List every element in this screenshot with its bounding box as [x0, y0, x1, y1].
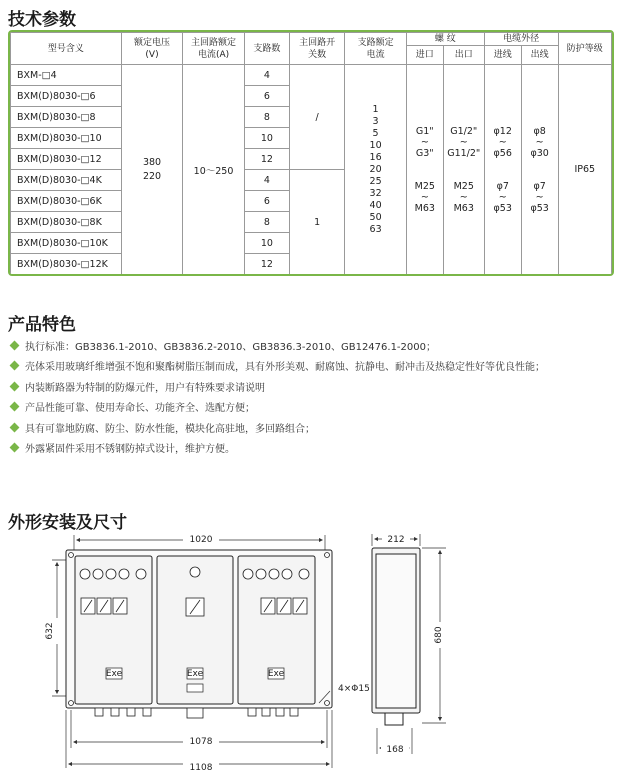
row-model: BXM-□4: [11, 65, 122, 86]
exe-label-center: Exe: [186, 669, 204, 679]
cable-in-cell: φ12 ~ φ56 φ7 ~ φ53: [484, 65, 521, 275]
header-protection: 防护等级: [558, 33, 611, 65]
dim-hole-label: 4×Φ15: [338, 684, 370, 694]
dim-inner-width-label: 1078: [189, 737, 213, 747]
row-model: BXM(D)8030-□12: [11, 149, 122, 170]
row-branches: 4: [244, 170, 289, 191]
dim-side-height-label: 680: [434, 626, 444, 644]
breaker-handle-center: [186, 598, 204, 616]
row-branches: 4: [244, 65, 289, 86]
feature-item: [8, 438, 618, 459]
enclosure-side: [372, 548, 420, 725]
main-switch-bottom-cell: 1: [289, 170, 344, 275]
feature-item: [8, 417, 618, 438]
nameplate: [187, 684, 203, 692]
header-thread-out: 出口: [443, 46, 484, 65]
diamond-bullet-icon: [10, 402, 20, 412]
row-branches: 8: [244, 107, 289, 128]
row-model: BXM(D)8030-□8: [11, 107, 122, 128]
section-title-features: 产品特色: [8, 315, 76, 335]
feature-text: 内装断路器为特制的防爆元件，用户有特殊要求请说明: [25, 382, 265, 394]
row-model: BXM(D)8030-□10K: [11, 233, 122, 254]
header-cable-in: 进线: [484, 46, 521, 65]
section-title-install: 外形安装及尺寸: [8, 513, 127, 533]
row-branches: 8: [244, 212, 289, 233]
diamond-bullet-icon: [10, 381, 20, 391]
header-voltage: 额定电压 (V): [121, 33, 183, 65]
header-branches: 支路数: [244, 33, 289, 65]
header-main-current: 主回路额定 电流(A): [183, 33, 245, 65]
row-model: BXM(D)8030-□10: [11, 128, 122, 149]
cable-out-cell: φ8 ~ φ30 φ7 ~ φ53: [521, 65, 558, 275]
header-thread: 螺 纹: [406, 33, 484, 46]
dim-side-bottom-label: 168: [386, 745, 404, 755]
branch-current-cell: 1 3 5 10 16 20 25 32 40 50 63: [345, 65, 407, 275]
installation-drawing: [0, 528, 627, 781]
header-branch-current: 支路额定 电流: [345, 33, 407, 65]
section-title-params: 技术参数: [8, 10, 76, 30]
breaker-handle-right: [261, 598, 307, 614]
row-branches: 6: [244, 86, 289, 107]
row-branches: 10: [244, 233, 289, 254]
row-model: BXM(D)8030-□6: [11, 86, 122, 107]
cable-glands-bottom: [95, 708, 298, 718]
thread-out-cell: G1/2" ~ G11/2" M25 ~ M63: [443, 65, 484, 275]
dim-top-width-label: 1020: [189, 535, 213, 545]
main-current-cell: 10～250: [183, 65, 245, 275]
row-branches: 12: [244, 254, 289, 275]
feature-text: 产品性能可靠、使用寿命长、功能齐全、选配方便；: [25, 403, 255, 415]
dim-left-height-label: 632: [45, 622, 55, 640]
feature-text: 外露紧固件采用不锈钢防掉式设计，维护方便。: [25, 444, 235, 456]
voltage-cell: 380 220: [121, 65, 183, 275]
header-cable: 电缆外径: [484, 33, 558, 46]
feature-item: [8, 376, 618, 397]
row-branches: 10: [244, 128, 289, 149]
row-model: BXM(D)8030-□4K: [11, 170, 122, 191]
main-switch-top-cell: /: [289, 65, 344, 170]
feature-text: 壳体采用玻璃纤维增强不饱和聚酯树脂压制而成，具有外形美观、耐腐蚀、抗静电、耐冲击及热稳定性好等优良性能；: [25, 362, 545, 374]
row-model: BXM(D)8030-□8K: [11, 212, 122, 233]
row-model: BXM(D)8030-□12K: [11, 254, 122, 275]
header-cable-out: 出线: [521, 46, 558, 65]
header-main-switch: 主回路开 关数: [289, 33, 344, 65]
row-branches: 6: [244, 191, 289, 212]
exe-label-left: Exe: [105, 669, 123, 679]
feature-list: [8, 335, 618, 458]
row-model: BXM(D)8030-□6K: [11, 191, 122, 212]
exe-label-right: Exe: [267, 669, 285, 679]
breaker-handle-left: [81, 598, 127, 614]
feature-item: [8, 335, 618, 356]
feature-item: [8, 397, 618, 418]
spec-table: [8, 30, 614, 276]
header-model: 型号含义: [11, 33, 122, 65]
diamond-bullet-icon: [10, 340, 20, 350]
feature-text: 具有可靠地防腐、防尘、防水性能，模块化高驻地，多回路组合；: [25, 423, 315, 435]
diamond-bullet-icon: [10, 361, 20, 371]
row-branches: 12: [244, 149, 289, 170]
indicator-light-icon: [190, 567, 200, 577]
thread-in-cell: G1" ~ G3" M25 ~ M63: [406, 65, 443, 275]
protection-cell: IP65: [558, 65, 611, 275]
feature-item: [8, 356, 618, 377]
diamond-bullet-icon: [10, 422, 20, 432]
dim-outer-width-label: 1108: [189, 763, 213, 773]
header-thread-in: 进口: [406, 46, 443, 65]
diamond-bullet-icon: [10, 443, 20, 453]
dim-side-top-label: 212: [387, 535, 405, 545]
feature-text: 执行标准：GB3836.1-2010、GB3836.2-2010、GB3836.3-2010、GB12476.1-2000；: [25, 341, 436, 353]
